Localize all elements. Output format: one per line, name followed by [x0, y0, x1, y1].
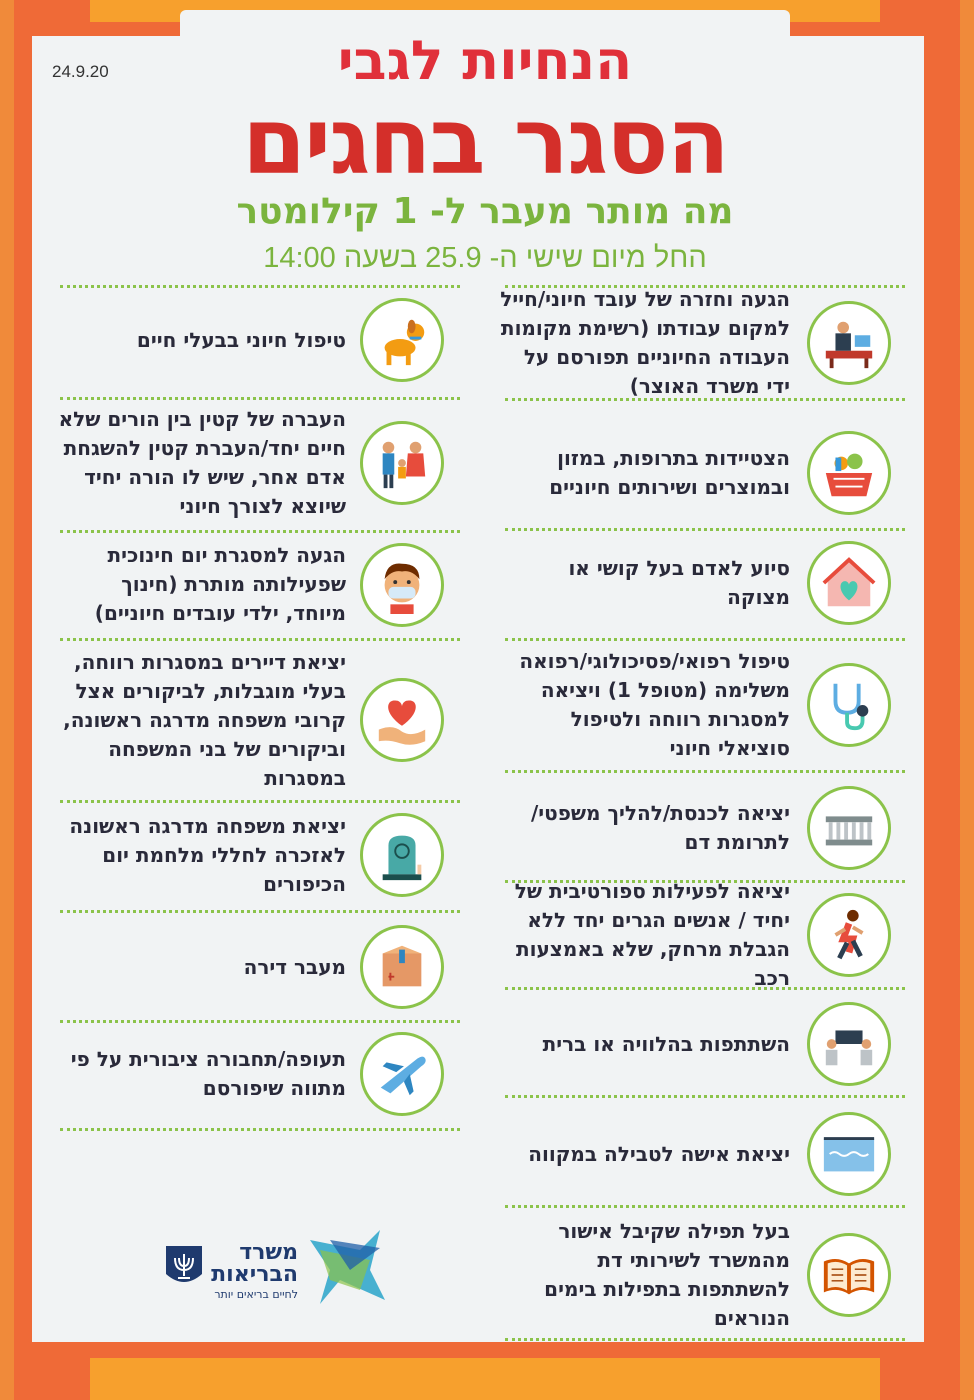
guideline-text: תעופה/תחבורה ציבורית על פי מתווה שיפורסם [70, 1047, 346, 1100]
menorah-emblem-icon [164, 1244, 204, 1290]
frame-strip-right [960, 0, 974, 1400]
dog-icon [360, 298, 444, 382]
right-divider [505, 770, 905, 773]
effective-date: החל מיום שישי ה- 25.9 בשעה 14:00 [263, 242, 707, 274]
guideline-text: יציאת אישה לטבילה במקווה [528, 1141, 790, 1166]
ministry-star-logo-icon [300, 1220, 390, 1306]
shopping-basket-icon [807, 431, 891, 515]
logo-name-line1: משרד [239, 1240, 298, 1265]
logo-name-line2: הבריאות [211, 1262, 298, 1287]
left-divider [60, 1128, 460, 1131]
left-divider [60, 285, 460, 288]
page-title-line2: הסגר בחגים [242, 88, 728, 195]
runner-icon [807, 893, 891, 977]
knesset-building-icon [807, 786, 891, 870]
guideline-text: העברה של קטין בין הורים שלא חיים יחד/העברת קטין להשגחת אדם אחר, שיש לו הורה יחיד שיוצא לצורך חיוני [58, 407, 346, 518]
right-divider [505, 1338, 905, 1341]
left-divider [60, 800, 460, 803]
page-title-line1: הנחיות לגבי [337, 29, 633, 92]
left-divider [60, 910, 460, 913]
logo-tagline: לחיים בריאים יותר [214, 1288, 298, 1301]
left-divider [60, 638, 460, 641]
page-subtitle: מה מותר מעבר ל- 1 קילומטר [236, 191, 734, 232]
family-icon [360, 421, 444, 505]
memorial-stone-icon [360, 813, 444, 897]
essential-worker-desk-icon [807, 301, 891, 385]
guideline-text: בעל תפילה שקיבל אישור מהמשרד לשירותי דת להשתתפות בתפילות בימים הנוראים [544, 1219, 790, 1330]
prayer-book-icon [807, 1233, 891, 1317]
right-divider [505, 1205, 905, 1208]
guideline-text: יציאת משפחה מדרגה ראשונה לאזכרה לחללי מלחמת יום הכיפורים [69, 813, 346, 896]
guideline-text: טיפול רפואי/פסיכולוגי/רפואה משלימה (מטופל 1) ויציאה למסגרות רווחה ולטיפול סוציאלי חיוני [519, 649, 790, 760]
frame-strip-left [0, 0, 14, 1400]
moving-box-icon [360, 925, 444, 1009]
guideline-text: סיוע לאדם בעל קושי או מצוקה [568, 556, 790, 609]
guideline-text: הצטיידות בתרופות, במזון ובמוצרים ושירותים חיוניים [549, 445, 790, 499]
left-divider [60, 530, 460, 533]
mikveh-water-icon [807, 1112, 891, 1196]
guideline-text: טיפול חיוני בבעלי חיים [136, 327, 346, 352]
funeral-icon [807, 1002, 891, 1086]
publish-date: 24.9.20 [52, 62, 109, 81]
right-divider [505, 638, 905, 641]
right-divider [505, 528, 905, 531]
house-heart-icon [807, 541, 891, 625]
guideline-text: יציאה לכנסת/להליך משפטי/ לתרומת דם [530, 800, 790, 854]
guideline-text: יציאה לפעילות ספורטיבית של יחיד / אנשים הגרים יחד ללא הגבלת מרחק, שלא באמצעות רכב [514, 878, 790, 990]
stethoscope-icon [807, 663, 891, 747]
guideline-text: מעבר דירה [243, 954, 346, 979]
left-divider [60, 1020, 460, 1023]
guideline-text: יציאת דיירים במסגרות רווחה, בעלי מוגבלות, לביקורים אצל קרובי משפחה מדרגה ראשונה, וביקורים של בני המשפחה במסגרות [63, 649, 346, 790]
guideline-text: הגעה למסגרת יום חינוכית שפעילותה מותרת (חינוך מיוחד, ילדי עובדים חיוניים) [94, 543, 346, 625]
ministry-logo [160, 1220, 390, 1310]
guideline-text: הגעה וחזרה של עובד חיוני/חייל למקום עבודתו (רשימת מקומות העבודה החיוניים תפורסם על ידי משרד האוצר) [500, 286, 790, 398]
guideline-text: השתתפות בהלוויה או ברית [542, 1031, 790, 1056]
child-mask-icon [360, 543, 444, 627]
frame-strip-bottom [90, 1358, 880, 1400]
right-divider [505, 1095, 905, 1098]
left-divider [60, 397, 460, 400]
airplane-icon [360, 1032, 444, 1116]
heart-hand-icon [360, 678, 444, 762]
